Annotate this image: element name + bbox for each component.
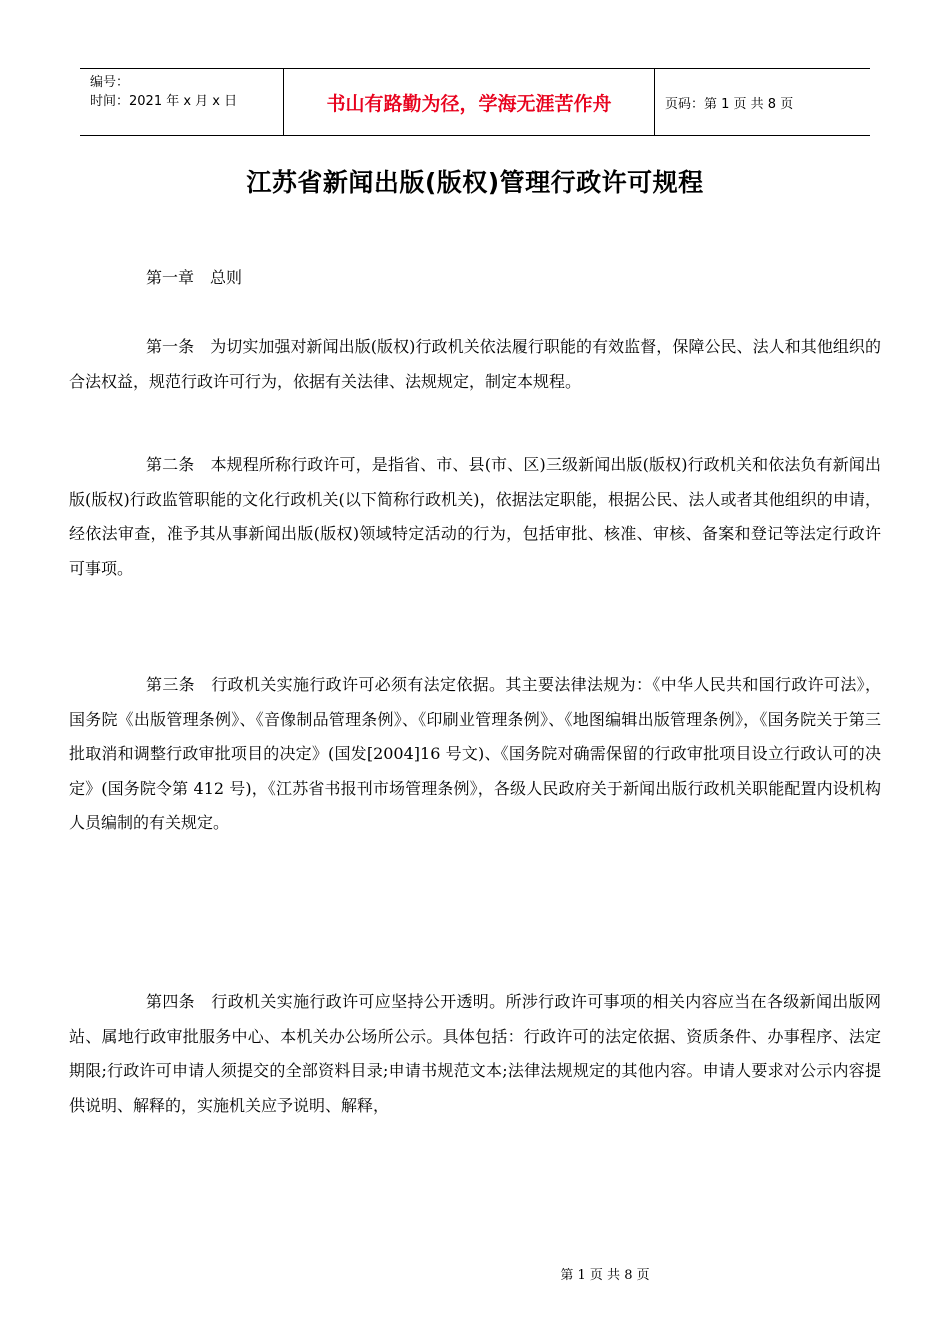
article-3: 第三条 行政机关实施行政许可必须有法定依据。其主要法律法规为：《中华人民共和国行政许可法》，国务院《出版管理条例》、《音像制品管理条例》、《印刷业管理条例》、《地图编辑出版管理条例》，《国务院关于第三批取消和调整行政审批项目的决定》(国发[2004]16 号文)、《国务院对确需保留的行政审批项目设立行政认可的决定》(国务院令第 412 号)，《江苏省书报刊市场管理条例》，各级人民政府关于新闻出版行政机关职能配置内设机构人员编制的有关规定。 bbox=[69, 675, 881, 832]
document-title: 江苏省新闻出版(版权)管理行政许可规程 bbox=[246, 168, 704, 197]
article-1: 第一条 为切实加强对新闻出版(版权)行政机关依法履行职能的有效监督，保障公民、法人和其他组织的合法权益，规范行政许可行为，依据有关法律、法规规定，制定本规程。 bbox=[69, 337, 881, 391]
document-header bbox=[80, 68, 870, 136]
chapter-heading: 第一章 总则 bbox=[146, 268, 243, 287]
time-label: 时间：2021 年 x 月 x 日 bbox=[90, 94, 238, 109]
article-4: 第四条 行政机关实施行政许可应坚持公开透明。所涉行政许可事项的相关内容应当在各级新闻出版网站、属地行政审批服务中心、本机关办公场所公示。具体包括：行政许可的法定依据、资质条件、办事程序、法定期限;行政许可申请人须提交的全部资料目录;申请书规范文本;法律法规规定的其他内容。申请人要求对公示内容提供说明、解释的，实施机关应予说明、解释， bbox=[69, 992, 881, 1115]
header-motto: 书山有路勤为径，学海无涯苦作舟 bbox=[283, 69, 655, 135]
header-page-info: 页码：第 1 页 共 8 页 bbox=[665, 96, 794, 112]
article-2: 第二条 本规程所称行政许可，是指省、市、县(市、区)三级新闻出版(版权)行政机关和依法负有新闻出版(版权)行政监管职能的文化行政机关(以下简称行政机关)，依据法定职能，根据公民、法人或者其他组织的申请，经依法审查，准予其从事新闻出版(版权)领域特定活动的行为，包括审批、核准、审核、备案和登记等法定行政许可事项。 bbox=[69, 455, 881, 578]
number-label: 编号： bbox=[90, 75, 130, 90]
page-footer: 第 1 页 共 8 页 bbox=[560, 1268, 650, 1283]
header-meta bbox=[80, 69, 283, 135]
